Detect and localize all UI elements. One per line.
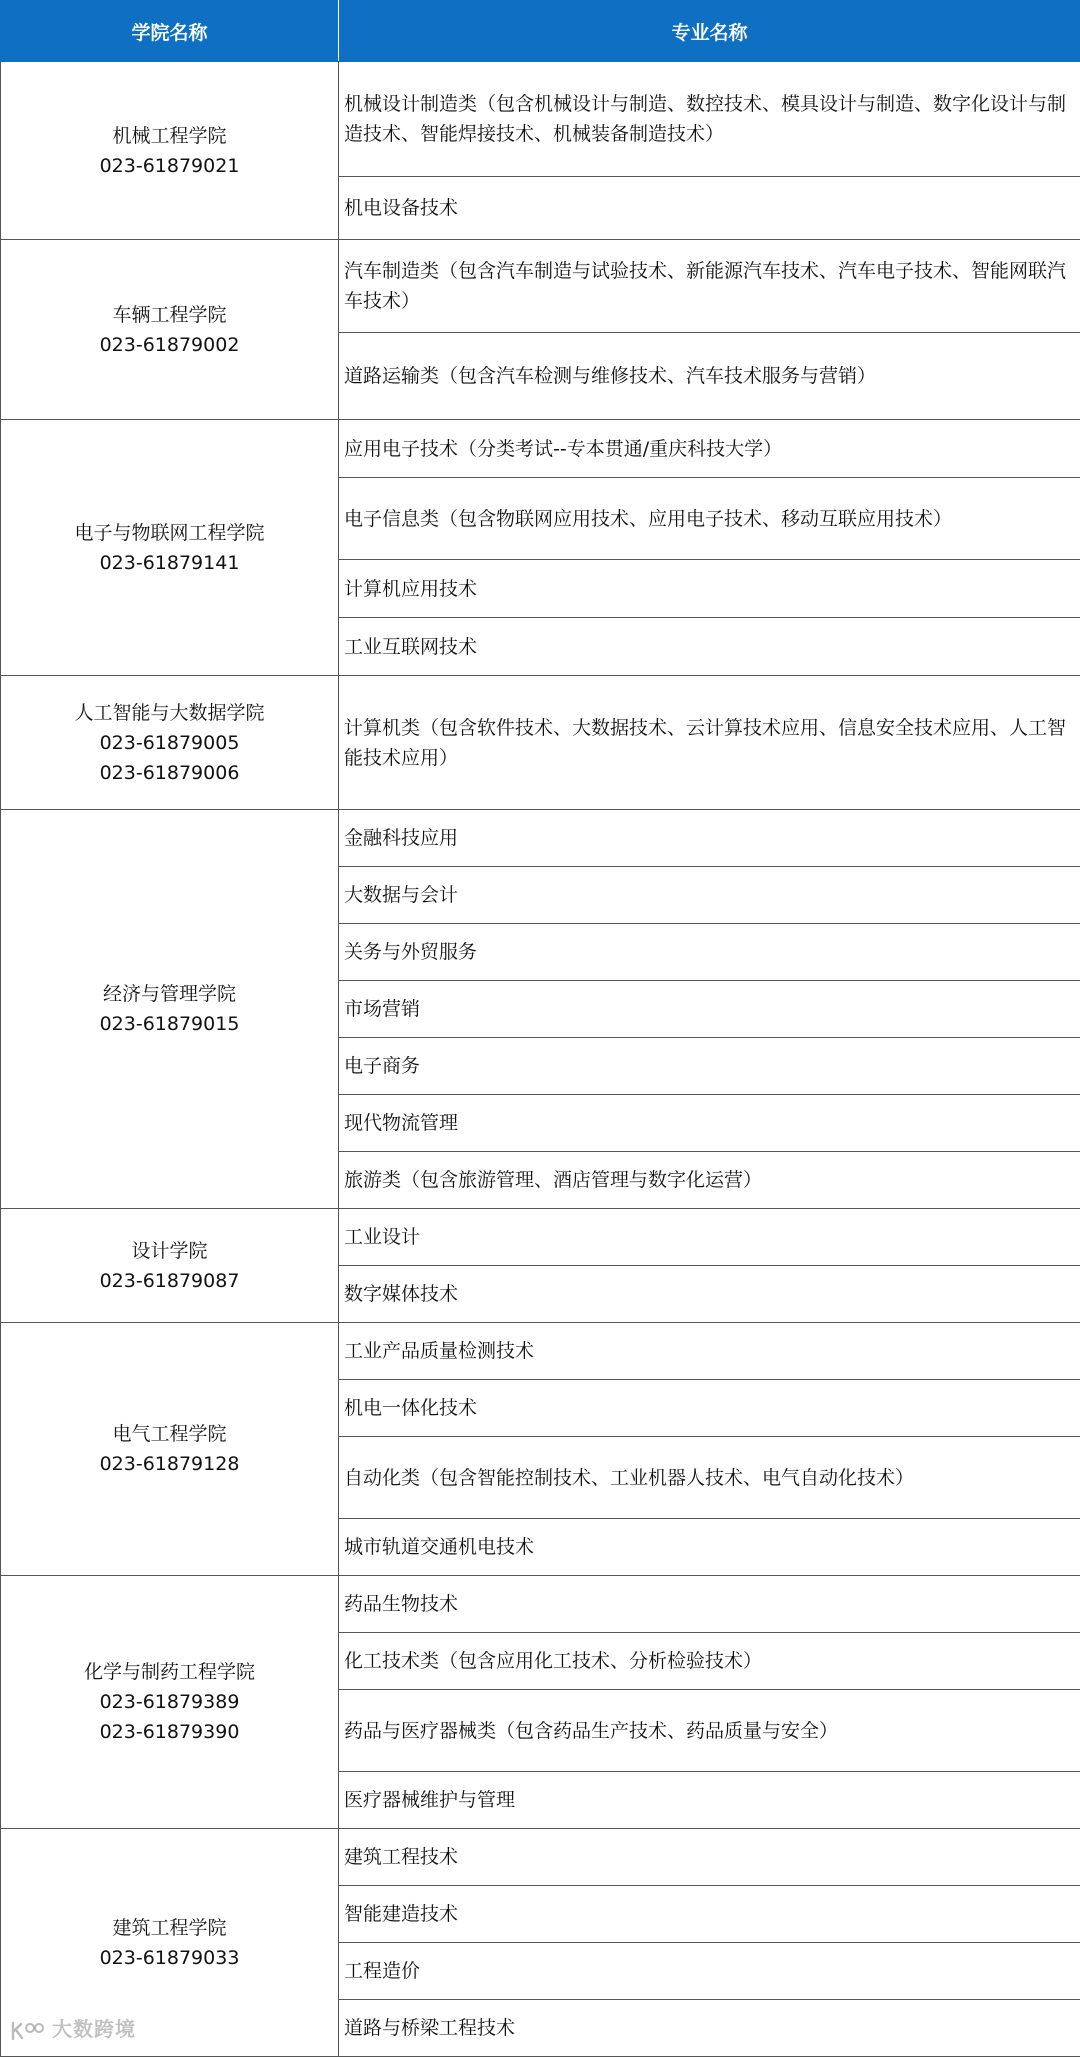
major-cell: 建筑工程技术 [339, 1829, 1080, 1886]
major-cell: 机电一体化技术 [339, 1380, 1080, 1437]
table-row [1, 62, 1080, 177]
major-cell: 工业互联网技术 [339, 618, 1080, 676]
k-logo-icon [10, 2021, 44, 2041]
college-name: 机械工程学院 [1, 121, 338, 151]
major-cell: 应用电子技术（分类考试--专本贯通/重庆科技大学） [339, 420, 1080, 478]
college-cell [1, 420, 339, 676]
table-row [1, 810, 1080, 867]
college-cell [1, 1323, 339, 1576]
major-cell: 金融科技应用 [339, 810, 1080, 867]
college-cell [1, 676, 339, 810]
watermark-text: 大数跨境 [52, 2017, 136, 2041]
major-cell: 自动化类（包含智能控制技术、工业机器人技术、电气自动化技术） [339, 1437, 1080, 1519]
watermark [10, 2013, 136, 2042]
table-row [1, 1576, 1080, 1633]
major-cell: 计算机应用技术 [339, 560, 1080, 618]
major-cell: 市场营销 [339, 981, 1080, 1038]
table-header-row [1, 1, 1080, 62]
college-phone: 023-61879087 [1, 1266, 338, 1296]
table-row [1, 420, 1080, 478]
college-phone: 023-61879128 [1, 1449, 338, 1479]
major-cell: 汽车制造类（包含汽车制造与试验技术、新能源汽车技术、汽车电子技术、智能网联汽车技术） [339, 240, 1080, 333]
major-cell: 城市轨道交通机电技术 [339, 1519, 1080, 1576]
college-name: 化学与制药工程学院 [1, 1657, 338, 1687]
college-cell [1, 810, 339, 1209]
major-cell: 电子信息类（包含物联网应用技术、应用电子技术、移动互联应用技术） [339, 478, 1080, 560]
major-cell: 计算机类（包含软件技术、大数据技术、云计算技术应用、信息安全技术应用、人工智能技术应用） [339, 676, 1080, 810]
college-cell [1, 1576, 339, 1829]
college-phone: 023-61879002 [1, 330, 338, 360]
major-cell: 工业设计 [339, 1209, 1080, 1266]
college-name: 人工智能与大数据学院 [1, 698, 338, 728]
major-cell: 化工技术类（包含应用化工技术、分析检验技术） [339, 1633, 1080, 1690]
college-name: 经济与管理学院 [1, 979, 338, 1009]
major-cell: 智能建造技术 [339, 1886, 1080, 1943]
college-phone: 023-61879033 [1, 1943, 338, 1973]
major-cell: 道路运输类（包含汽车检测与维修技术、汽车技术服务与营销） [339, 333, 1080, 420]
table-row [1, 1323, 1080, 1380]
major-cell: 机电设备技术 [339, 177, 1080, 240]
major-cell: 旅游类（包含旅游管理、酒店管理与数字化运营） [339, 1152, 1080, 1209]
major-cell: 关务与外贸服务 [339, 924, 1080, 981]
major-cell: 药品与医疗器械类（包含药品生产技术、药品质量与安全） [339, 1690, 1080, 1772]
major-cell: 机械设计制造类（包含机械设计与制造、数控技术、模具设计与制造、数字化设计与制造技术、智能焊接技术、机械装备制造技术） [339, 62, 1080, 177]
major-column-header: 专业名称 [339, 1, 1080, 62]
table-row [1, 1209, 1080, 1266]
college-phone: 023-61879006 [1, 758, 338, 788]
college-name: 电子与物联网工程学院 [1, 518, 338, 548]
college-name: 车辆工程学院 [1, 300, 338, 330]
college-phone: 023-61879141 [1, 548, 338, 578]
major-cell: 工业产品质量检测技术 [339, 1323, 1080, 1380]
college-name: 设计学院 [1, 1236, 338, 1266]
major-cell: 医疗器械维护与管理 [339, 1772, 1080, 1829]
college-name: 建筑工程学院 [1, 1913, 338, 1943]
college-phone: 023-61879005 [1, 728, 338, 758]
major-cell: 现代物流管理 [339, 1095, 1080, 1152]
table-row [1, 1829, 1080, 1886]
major-cell: 大数据与会计 [339, 867, 1080, 924]
college-cell [1, 1209, 339, 1323]
college-cell [1, 240, 339, 420]
major-cell: 药品生物技术 [339, 1576, 1080, 1633]
major-cell: 工程造价 [339, 1943, 1080, 2000]
college-phone: 023-61879390 [1, 1717, 338, 1747]
table-row [1, 676, 1080, 810]
college-phone: 023-61879015 [1, 1009, 338, 1039]
college-cell [1, 62, 339, 240]
college-phone: 023-61879389 [1, 1687, 338, 1717]
college-name: 电气工程学院 [1, 1419, 338, 1449]
table-body [1, 62, 1080, 2057]
college-column-header: 学院名称 [1, 1, 339, 62]
college-phone: 023-61879021 [1, 151, 338, 181]
major-cell: 道路与桥梁工程技术 [339, 2000, 1080, 2057]
major-cell: 数字媒体技术 [339, 1266, 1080, 1323]
table-row [1, 240, 1080, 333]
major-cell: 电子商务 [339, 1038, 1080, 1095]
